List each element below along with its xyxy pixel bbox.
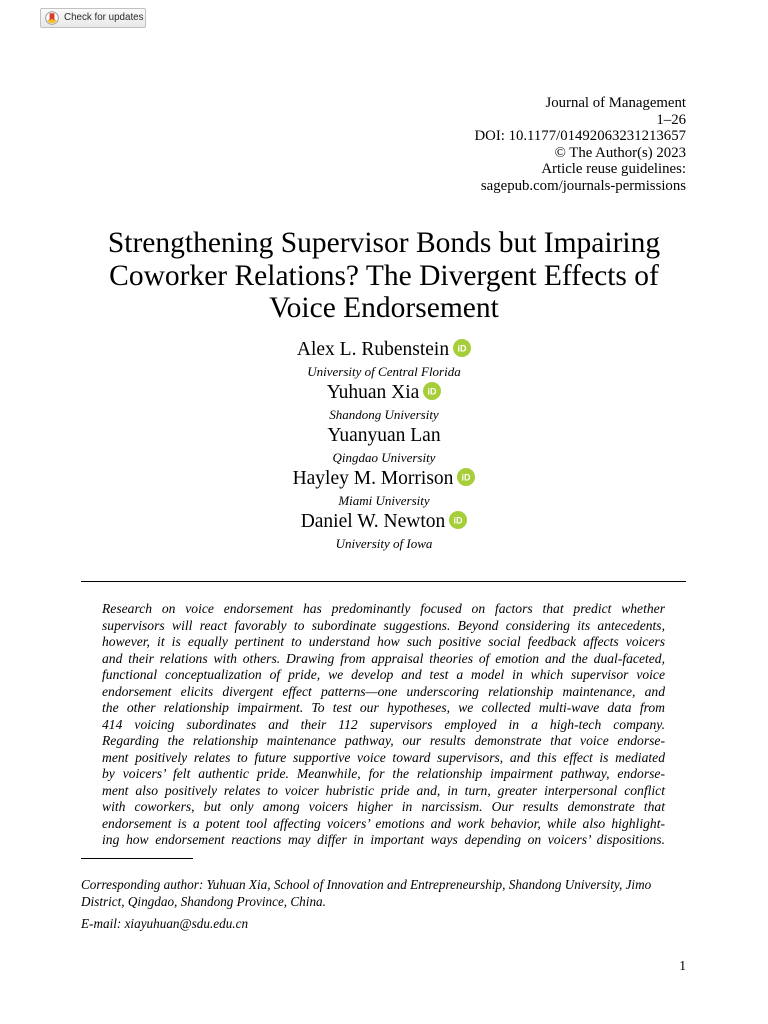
title-line: Voice Endorsement — [269, 292, 499, 324]
abstract-line: supervisors will react favorably to subordinate suggestions. Beyond considering its antecedents, — [102, 617, 665, 633]
author-name: Hayley M. Morrison — [292, 468, 454, 489]
abstract-line: functional conceptualization of pride, we develop and test a model in which supervisor voice — [102, 667, 665, 682]
abstract-line: Regarding the relationship maintenance pathway, our results demonstrate that voice endorse- — [102, 733, 665, 748]
author — [0, 339, 768, 382]
footnote-line: District, Qingdao, Shandong Province, China. — [81, 893, 326, 909]
abstract-line: ing how endorsement reactions may differ in important ways depending on voicers’ dispositions. — [102, 832, 665, 847]
orcid-logo-text: iD — [427, 386, 437, 397]
abstract-line: and their relations with others. Drawing from appraisal theories of emotion and the dual-faceted, — [102, 650, 665, 666]
author — [0, 382, 768, 425]
abstract-line: however, it is equally pertinent to understand how such positive social feedback affects voicers — [102, 634, 665, 649]
orcid-icon[interactable] — [453, 339, 471, 357]
author-affiliation: Miami University — [338, 493, 430, 508]
check-for-updates-button[interactable] — [40, 8, 146, 28]
abstract-line: with coworkers, but only among voicers higher in narcissism. Our results demonstrate that — [102, 799, 665, 814]
check-for-updates-label: Check for updates — [64, 12, 144, 23]
author — [0, 425, 768, 468]
author — [0, 468, 768, 511]
author — [0, 511, 768, 554]
author-email: E-mail: xiayuhuan@sdu.edu.cn — [81, 916, 249, 931]
reuse-guidelines-label: Article reuse guidelines: — [541, 161, 686, 178]
abstract — [102, 601, 665, 849]
author-affiliation: University of Central Florida — [307, 364, 461, 379]
footnote-divider — [81, 858, 193, 859]
title-line: Coworker Relations? The Divergent Effects of — [109, 259, 659, 292]
corresponding-author-note — [81, 877, 651, 910]
copyright: © The Author(s) 2023 — [554, 144, 686, 161]
abstract-line: Research on voice endorsement has predominantly focused on factors that predict whether — [102, 601, 665, 616]
abstract-line: by voicers’ felt authentic pride. Meanwhile, for the relationship impairment pathway, endorse- — [102, 766, 665, 781]
author-name: Yuhuan Xia — [326, 382, 420, 403]
orcid-logo-text: iD — [461, 472, 471, 483]
crossmark-icon — [45, 11, 59, 25]
abstract-line: 414 voicing subordinates and their 112 supervisors employed in a high-tech company. — [102, 716, 665, 732]
author-name: Daniel W. Newton — [300, 511, 446, 532]
journal-name: Journal of Management — [545, 95, 686, 111]
author-list — [0, 339, 768, 554]
author-affiliation: Shandong University — [329, 407, 439, 422]
author-name: Alex L. Rubenstein — [296, 339, 450, 360]
article-title — [0, 227, 768, 325]
footnote-line: Corresponding author: Yuhuan Xia, School of Innovation and Entrepreneurship, Shandong University, Jimo — [81, 877, 652, 892]
page-range: 1–26 — [656, 111, 686, 128]
abstract-line: endorsement elicits divergent effect patterns—one underscoring relationship maintenance, and — [102, 683, 665, 699]
header-divider — [81, 581, 686, 582]
journal-info — [474, 95, 686, 195]
orcid-icon[interactable] — [457, 468, 475, 486]
author-affiliation: University of Iowa — [335, 536, 433, 551]
abstract-line: the other relationship impairment. To test our hypotheses, we collected multi-wave data from — [102, 700, 665, 715]
author-affiliation: Qingdao University — [332, 450, 436, 465]
author-name: Yuanyuan Lan — [327, 425, 441, 446]
abstract-line: ment also positively relates to voicer hubristic pride and, in turn, greater interpersonal conflict — [102, 782, 665, 798]
doi: DOI: 10.1177/01492063231213657 — [474, 128, 686, 145]
orcid-icon[interactable] — [449, 511, 467, 529]
reuse-guidelines-url: sagepub.com/journals-permissions — [480, 177, 686, 194]
title-line: Strengthening Supervisor Bonds but Impairing — [107, 227, 661, 259]
orcid-logo-text: iD — [457, 343, 467, 354]
orcid-icon[interactable] — [423, 382, 441, 400]
abstract-line: ment positively relates to future supportive voice toward supervisors, and this effect is mediated — [102, 749, 665, 765]
abstract-line: endorsement is a potent tool affecting voicers’ emotions and work behavior, while also highlight- — [102, 815, 665, 831]
page-number: 1 — [679, 958, 686, 973]
orcid-logo-text: iD — [453, 515, 463, 526]
